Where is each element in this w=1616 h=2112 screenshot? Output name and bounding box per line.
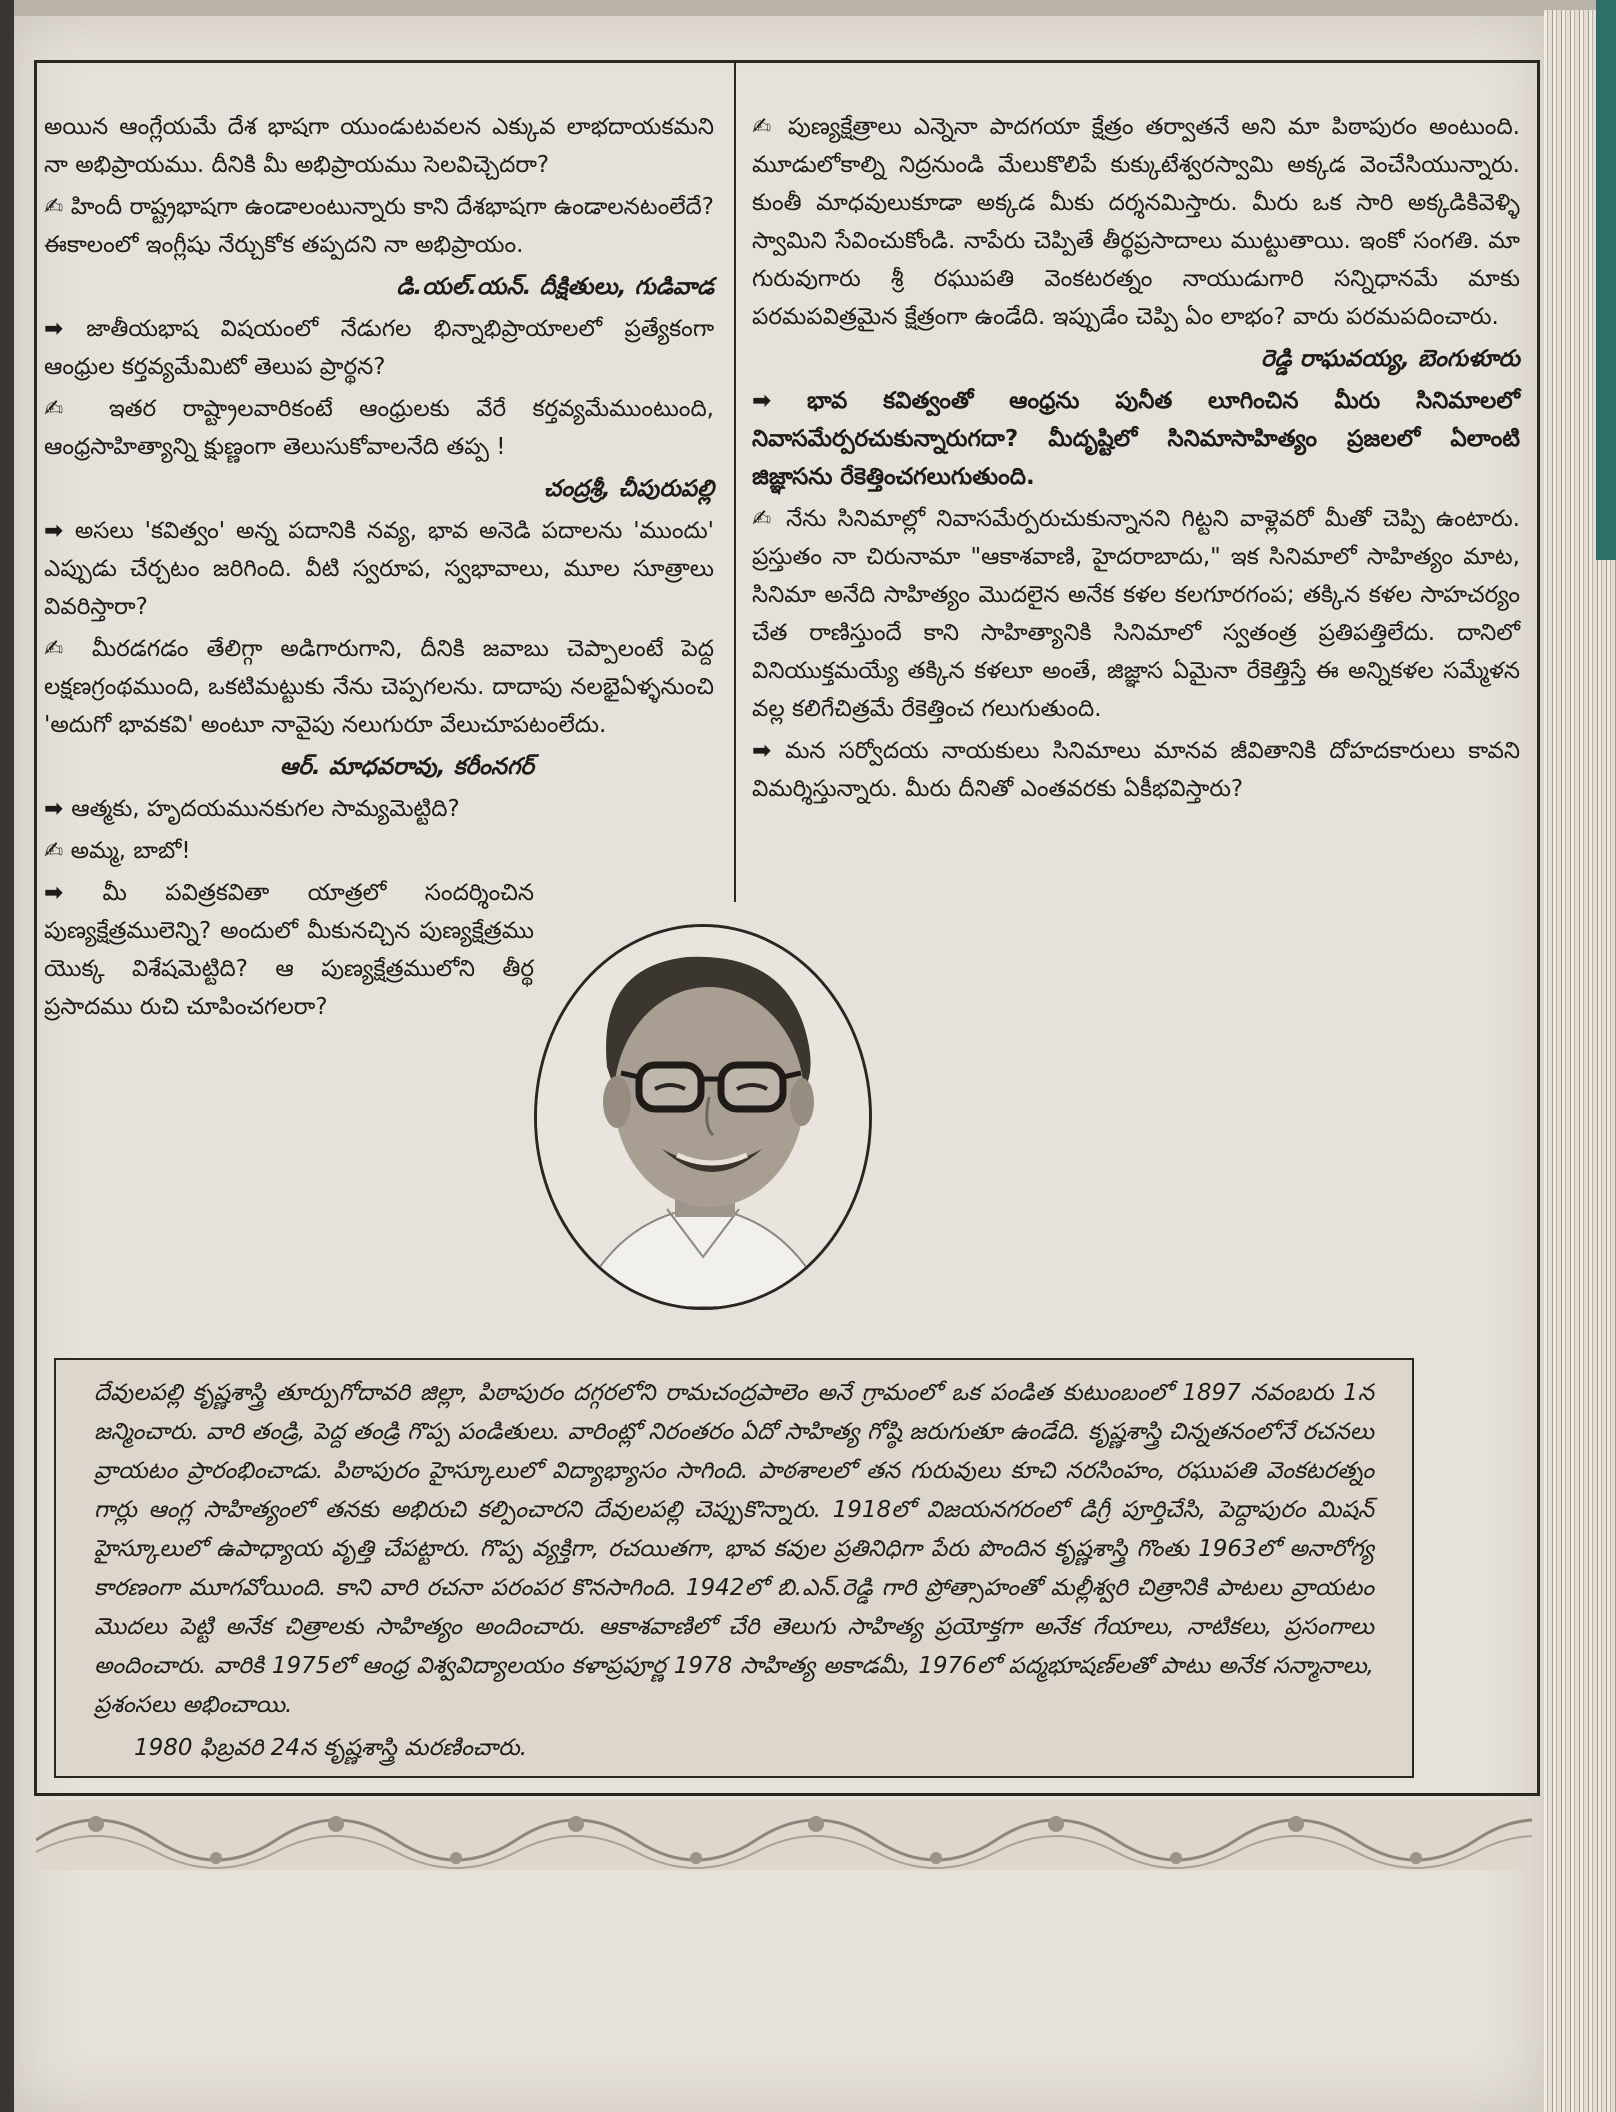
biography-box: [54, 1358, 1414, 1778]
scan-background-top: [0, 0, 1616, 16]
signature: ఆర్. మాధవరావు, కరీంనగర్: [279, 754, 534, 780]
answer: ✍ మీరడగడం తేలిగ్గా అడిగారుగాని, దీనికి జవాబు చెప్పాలంటే పెద్ద లక్షణగ్రంథముంది, ఒకటిమట్టుకు నేను చెప్పగలను. దాదాపు నలభైఏళ్ళనుంచి 'అదుగో భావకవి' అంటూ నావైపు నలుగురూ వేలుచూపటంలేదు.: [44, 630, 714, 744]
column-divider: [734, 62, 736, 902]
signature: చంద్రశ్రీ, చీపురుపల్లి: [543, 476, 714, 502]
question: ➡ జాతీయభాష విషయంలో నేడుగల భిన్నాభిప్రాయాలలో ప్రత్యేకంగా ఆంధ్రుల కర్తవ్యమేమిటో తెలుప ప్రార్థన?: [44, 310, 714, 386]
author-portrait: [534, 924, 872, 1310]
question: ➡ ఆత్మకు, హృదయమునకుగల సామ్యమెట్టిది?: [44, 790, 534, 828]
decorative-border: [36, 1800, 1532, 1870]
floral-ornament: [36, 1800, 1532, 1870]
question: ➡ మన సర్వోదయ నాయకులు సినిమాలు మానవ జీవితానికి దోహదకారులు కావని విమర్శిస్తున్నారు. మీరు దీనితో ఎంతవరకు ఏకీభవిస్తారు?: [752, 732, 1520, 808]
answer: ✍ నేను సినిమాల్లో నివాసమేర్పరుచుకున్నానని గిట్టని వాళ్లెవరో మీతో చెప్పి ఉంటారు. ప్రస్తుతం నా చిరునామా "ఆకాశవాణి, హైదరాబాదు," ఇక సినిమాలో సాహిత్యం మాట, సినిమా అనేది సాహిత్యం మొదలైన అనేక కళల కలగూరగంప; తక్కిన కళల సాహచర్యం చేత రాణిస్తుందే కాని సాహిత్యానికి సినిమాలో స్వతంత్ర ప్రతిపత్తిలేదు. దానిలో వినియుక్తమయ్యే తక్కిన కళలూ అంతే, జిజ్ఞాస ఏమైనా రేకెత్తిస్తే ఈ అన్నికళల సమ్మేళన వల్ల కలిగేచిత్రమే రేకెత్తించ గలుగుతుంది.: [752, 500, 1520, 728]
biography-text: దేవులపల్లి కృష్ణశాస్త్రి తూర్పుగోదావరి జిల్లా, పిఠాపురం దగ్గరలోని రామచంద్రపాలెం అనే గ్రామంలో ఒక పండిత కుటుంబంలో 1897 నవంబరు 1న జన్మించారు. వారి తండ్రి, పెద్ద తండ్రి గొప్ప పండితులు. వారింట్లో నిరంతరం ఏదో సాహిత్య గోష్ఠి జరుగుతూ ఉండేది. కృష్ణశాస్త్రి చిన్నతనంలోనే రచనలు వ్రాయటం ప్రారంభించాడు. పిఠాపురం హైస్కూలులో విద్యాభ్యాసం సాగింది. పాఠశాలలో తన గురువులు కూచి నరసింహం, రఘుపతి వెంకటరత్నం గార్లు ఆంగ్ల సాహిత్యంలో తనకు అభిరుచి కల్పించారని దేవులపల్లి చెప్పుకొన్నారు. 1918లో విజయనగరంలో డిగ్రీ పూర్తిచేసి, పెద్దాపురం మిషన్ హైస్కూలులో ఉపాధ్యాయ వృత్తి చేపట్టారు. గొప్ప వ్యక్తిగా, రచయితగా, భావ కవుల ప్రతినిధిగా పేరు పొందిన కృష్ణశాస్త్రి గొంతు 1963లో అనారోగ్య కారణంగా మూగవోయింది. కాని వారి రచనా పరంపర కొనసాగింది. 1942లో బి.ఎన్.రెడ్డి గారి ప్రోత్సాహంతో మల్లీశ్వరి చిత్రానికి పాటలు వ్రాయటం మొదలు పెట్టి అనేక చిత్రాలకు సాహిత్యం అందించారు. ఆకాశవాణిలో చేరి తెలుగు సాహిత్య ప్రయోక్తగా అనేక గేయాలు, నాటికలు, ప్రసంగాలు అందించారు. వారికి 1975లో ఆంధ్ర విశ్వవిద్యాలయం కళాప్రపూర్ణ 1978 సాహిత్య అకాడమీ, 1976లో పద్మభూషణ్‌లతో పాటు అనేక సన్మానాలు, ప్రశంసలు అభించాయి.: [94, 1380, 1374, 1718]
scan-background-left: [0, 0, 14, 2112]
portrait-drawing: [537, 927, 869, 1307]
answer: ✍ ఇతర రాష్ట్రాలవారికంటే ఆంధ్రులకు వేరే కర్తవ్యమేముంటుంది, ఆంధ్రసాహిత్యాన్ని క్షుణ్ణంగా తెలుసుకోవాలనేది తప్ప !: [44, 390, 714, 466]
question: ➡ భావ కవిత్వంతో ఆంధ్రను పునీత లూగించిన మీరు సినిమాలలో నివాసమేర్పరచుకున్నారుగదా? మీదృష్టిలో సినిమాసాహిత్యం ప్రజలలో ఏలాంటి జిజ్ఞాసను రేకెత్తించగలుగుతుంది.: [752, 382, 1520, 496]
signature: డి.యల్.యన్. దీక్షితులు, గుడివాడ: [396, 274, 714, 300]
death-note: 1980 ఫిబ్రవరి 24న కృష్ణశాస్త్రి మరణించారు.: [134, 1735, 528, 1761]
answer: ✍ పుణ్యక్షేత్రాలు ఎన్నెనా పాదగయా క్షేత్రం తర్వాతనే అని మా పిఠాపురం అంటుంది. మూడులోకాల్ని నిద్రనుండి మేలుకొలిపే కుక్కుటేశ్వరస్వామి అక్కడ వెంచేసియున్నారు. కుంతీ మాధవులుకూడా అక్కడ మీకు దర్శనమిస్తారు. మీరు ఒక సారి అక్కడికివెళ్ళి స్వామిని సేవించుకోండి. నాపేరు చెప్పితే తీర్థప్రసాదాలు ముట్టుతాయి. ఇంకో సంగతి. మా గురువుగారు శ్రీ రఘుపతి వెంకటరత్నం నాయుడుగారి సన్నిధానమే మాకు పరమపవిత్రమైన క్షేత్రంగా ఉండేది. ఇప్పుడేం చెప్పి ఏం లాభం? వారు పరమపదించారు.: [752, 108, 1520, 336]
qa-text: అయిన ఆంగ్లేయమే దేశ భాషగా యుండుటవలన ఎక్కువ లాభదాయకమని నా అభిప్రాయము. దీనికి మీ అభిప్రాయము సెలవిచ్చెదరా?: [44, 114, 714, 178]
question: ➡ మీ పవిత్రకవితా యాత్రలో సందర్శించిన పుణ్యక్షేత్రములెన్ని? అందులో మీకునచ్చిన పుణ్యక్షేత్రము యొక్క విశేషమెట్టిది? ఆ పుణ్యక్షేత్రములోని తీర్థ ప్రసాదము రుచి చూపించగలరా?: [44, 874, 534, 1026]
answer: ✍ అమ్మ, బాబో!: [44, 832, 534, 870]
question: ➡ అసలు 'కవిత్వం' అన్న పదానికి నవ్య, భావ అనెడి పదాలను 'ముందు' ఎప్పుడు చేర్చటం జరిగింది. వీటి స్వరూప, స్వభావాలు, మూల సూత్రాలు వివరిస్తారా?: [44, 512, 714, 626]
cover-edge: [1596, 0, 1616, 560]
left-column: [44, 108, 714, 1030]
answer: ✍ హిందీ రాష్ట్రభాషగా ఉండాలంటున్నారు కాని దేశభాషగా ఉండాలనటంలేదే? ఈకాలంలో ఇంగ్లీషు నేర్చుకోక తప్పదని నా అభిప్రాయం.: [44, 188, 714, 264]
right-column: [752, 108, 1520, 812]
signature: రెడ్డి రాఘవయ్య, బెంగుళూరు: [1261, 346, 1520, 372]
